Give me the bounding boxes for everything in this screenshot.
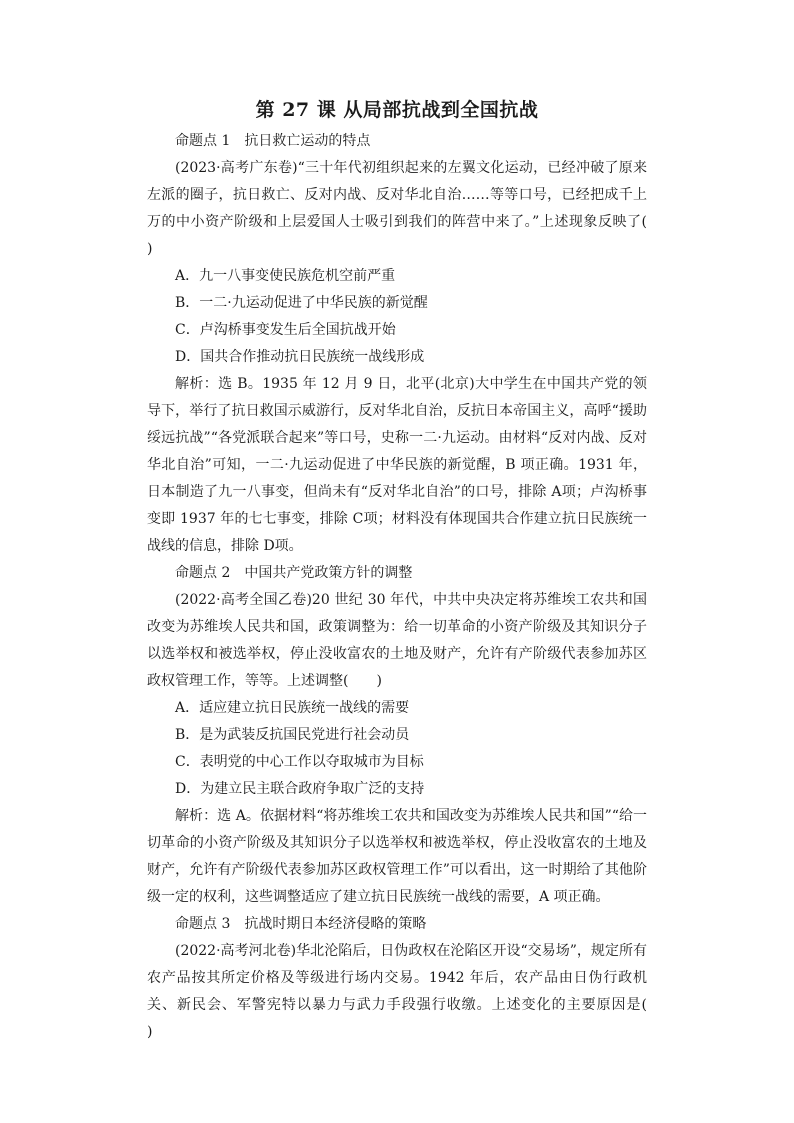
- section-2: [147, 560, 647, 911]
- option-a: A．适应建立抗日民族统一战线的需要: [175, 700, 410, 716]
- option-b: B．一二·九运动促进了中华民族的新觉醒: [175, 295, 428, 311]
- option-b: B．是为武装反抗国民党进行社会动员: [175, 727, 410, 743]
- option-d: D．国共合作推动抗日民族统一战线形成: [175, 349, 425, 365]
- option-c: C．卢沟桥事变发生后全国抗战开始: [175, 322, 396, 338]
- section-1: [147, 128, 675, 560]
- page-title: 第 27 课 从局部抗战到全国抗战: [255, 99, 539, 121]
- heading-text: 中国共产党政策方针的调整: [244, 565, 413, 581]
- document-body: [147, 128, 675, 1046]
- section-3: [147, 911, 675, 1046]
- heading-number: 命题点 2: [175, 565, 231, 581]
- question-text: (2023·高考广东卷)“三十年代初组织起来的左翼文化运动，已经冲破了原来左派的圈子，抗日救亡、反对内战、反对华北自治……等等口号，已经把成千上万的中小资产阶级和上层爱国人士吸引到我们的阵营中来了。”上述现象反映了( ): [147, 160, 675, 257]
- heading-text: 抗战时期日本经济侵略的策略: [244, 916, 427, 932]
- analysis-text: 解析：选 A。依据材料“将苏维埃工农共和国改变为苏维埃人民共和国”“给一切革命的小资产阶级及其知识分子以选举权和被选举权，停止没收富农的土地及财产，允许有产阶级代表参加苏区政权管理工作”可以看出，这一时期给了其他阶级一定的权利，这些调整适应了建立抗日民族统一战线的需要，A 项正确。: [147, 808, 647, 905]
- question-text: (2022·高考河北卷)华北沦陷后，日伪政权在沦陷区开设“交易场”，规定所有农产品按其所定价格及等级进行场内交易。1942 年后，农产品由日伪行政机关、新民会、军警宪特以暴力与武力手段强行收缴。上述变化的主要原因是( ): [147, 943, 675, 1040]
- option-a: A．九一八事变使民族危机空前严重: [175, 268, 396, 284]
- section-heading: [147, 911, 647, 938]
- option-d: D．为建立民主联合政府争取广泛的支持: [175, 781, 425, 797]
- heading-text: 抗日救亡运动的特点: [244, 133, 371, 149]
- section-heading: [147, 128, 647, 155]
- analysis-text: 解析：选 B。1935 年 12 月 9 日，北平(北京)大中学生在中国共产党的领导下，举行了抗日救国示威游行，反对华北自治，反抗日本帝国主义，高呼“援助绥远抗战”“各党派联合起来”等口号，史称一二·九运动。由材料“反对内战、反对华北自治”可知，一二·九运动促进了中华民族的新觉醒，B 项正确。1931 年，日本制造了九一八事变，但尚未有“反对华北自治”的口号，排除 A项；卢沟桥事变即 1937 年的七七事变，排除 C项；材料没有体现国共合作建立抗日民族统一战线的信息，排除 D项。: [147, 376, 647, 554]
- heading-number: 命题点 1: [175, 133, 231, 149]
- option-c: C．表明党的中心工作以夺取城市为目标: [175, 754, 424, 770]
- heading-number: 命题点 3: [175, 916, 231, 932]
- section-heading: [147, 560, 647, 587]
- question-text: (2022·高考全国乙卷)20 世纪 30 年代，中共中央决定将苏维埃工农共和国改变为苏维埃人民共和国，政策调整为：给一切革命的小资产阶级及其知识分子以选举权和被选举权，停止没收富农的土地及财产，允许有产阶级代表参加苏区政权管理工作，等等。上述调整( ): [147, 592, 647, 689]
